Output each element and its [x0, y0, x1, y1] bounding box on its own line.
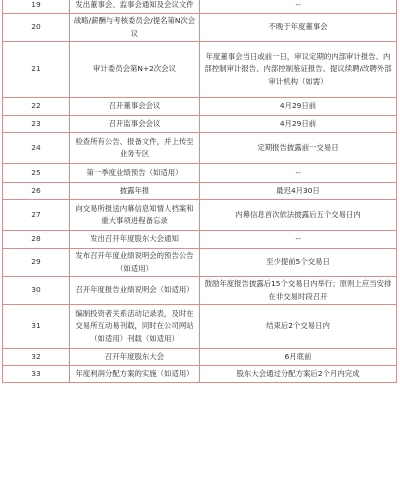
- time-cell: 结束后2个交易日内: [200, 305, 397, 349]
- row-number-cell: 29: [3, 249, 70, 277]
- item-cell: 召开董事会会议: [70, 98, 200, 116]
- row-number-cell: 21: [3, 42, 70, 98]
- time-cell: 6月底前: [200, 349, 397, 366]
- row-number-cell: 20: [3, 14, 70, 42]
- schedule-table-body: [3, 0, 397, 383]
- time-cell: 至少提前5个交易日: [200, 249, 397, 277]
- item-cell: 召开年度股东大会: [70, 349, 200, 366]
- table-row: [3, 231, 397, 249]
- time-cell: 定期报告披露前一交易日: [200, 133, 397, 164]
- time-cell: 4月29日前: [200, 98, 397, 116]
- time-cell: 股东大会通过分配方案后2个月内完成: [200, 366, 397, 383]
- time-cell: --: [200, 231, 397, 249]
- time-cell: --: [200, 164, 397, 183]
- row-number-cell: 33: [3, 366, 70, 383]
- table-row: [3, 14, 397, 42]
- row-number-cell: 25: [3, 164, 70, 183]
- table-row: [3, 366, 397, 383]
- item-cell: 编制投资者关系活动记录表，及时在交易所互动易刊载，同时在公司网站（如适用）刊载（如适用）: [70, 305, 200, 349]
- time-cell: 不晚于年度董事会: [200, 14, 397, 42]
- time-cell: 年度董事会当日或前一日，审议定期的内部审计报告、内部控制审计报告、内部控制鉴证报告、提议续聘/改聘外部审计机构（如需）: [200, 42, 397, 98]
- item-cell: 发出董事会、监事会通知及会议文件: [70, 0, 200, 14]
- row-number-cell: 31: [3, 305, 70, 349]
- row-number-cell: 32: [3, 349, 70, 366]
- time-cell: 鼓励年度报告披露后15个交易日内举行；原则上应当安排在非交易时段召开: [200, 277, 397, 305]
- row-number-cell: 24: [3, 133, 70, 164]
- table-row: [3, 0, 397, 14]
- item-cell: 发出召开年度股东大会通知: [70, 231, 200, 249]
- table-row: [3, 164, 397, 183]
- time-cell: 最迟4月30日: [200, 183, 397, 200]
- schedule-table: [2, 0, 397, 383]
- item-cell: 向交易所报送内幕信息知情人档案和重大事项进程备忘录: [70, 200, 200, 231]
- item-cell: 第一季度业绩预告（如适用）: [70, 164, 200, 183]
- table-row: [3, 42, 397, 98]
- row-number-cell: 30: [3, 277, 70, 305]
- item-cell: 年度利润分配方案的实施（如适用）: [70, 366, 200, 383]
- row-number-cell: 27: [3, 200, 70, 231]
- table-row: [3, 98, 397, 116]
- item-cell: 召开年度报告业绩说明会（如适用）: [70, 277, 200, 305]
- table-row: [3, 277, 397, 305]
- item-cell: 召开监事会会议: [70, 116, 200, 133]
- row-number-cell: 19: [3, 0, 70, 14]
- time-cell: --: [200, 0, 397, 14]
- row-number-cell: 22: [3, 98, 70, 116]
- table-row: [3, 349, 397, 366]
- table-row: [3, 249, 397, 277]
- row-number-cell: 28: [3, 231, 70, 249]
- item-cell: 检查所有公告、报备文件，并上传至业务专区: [70, 133, 200, 164]
- table-row: [3, 116, 397, 133]
- table-row: [3, 305, 397, 349]
- table-row: [3, 183, 397, 200]
- row-number-cell: 23: [3, 116, 70, 133]
- item-cell: 战略/薪酬与考核委员会/提名第N次会议: [70, 14, 200, 42]
- table-row: [3, 200, 397, 231]
- item-cell: 披露年报: [70, 183, 200, 200]
- table-row: [3, 133, 397, 164]
- row-number-cell: 26: [3, 183, 70, 200]
- time-cell: 4月29日前: [200, 116, 397, 133]
- time-cell: 内幕信息首次依法披露后五个交易日内: [200, 200, 397, 231]
- item-cell: 审计委员会第N+2次会议: [70, 42, 200, 98]
- item-cell: 发布召开年度业绩说明会的预告公告（如适用）: [70, 249, 200, 277]
